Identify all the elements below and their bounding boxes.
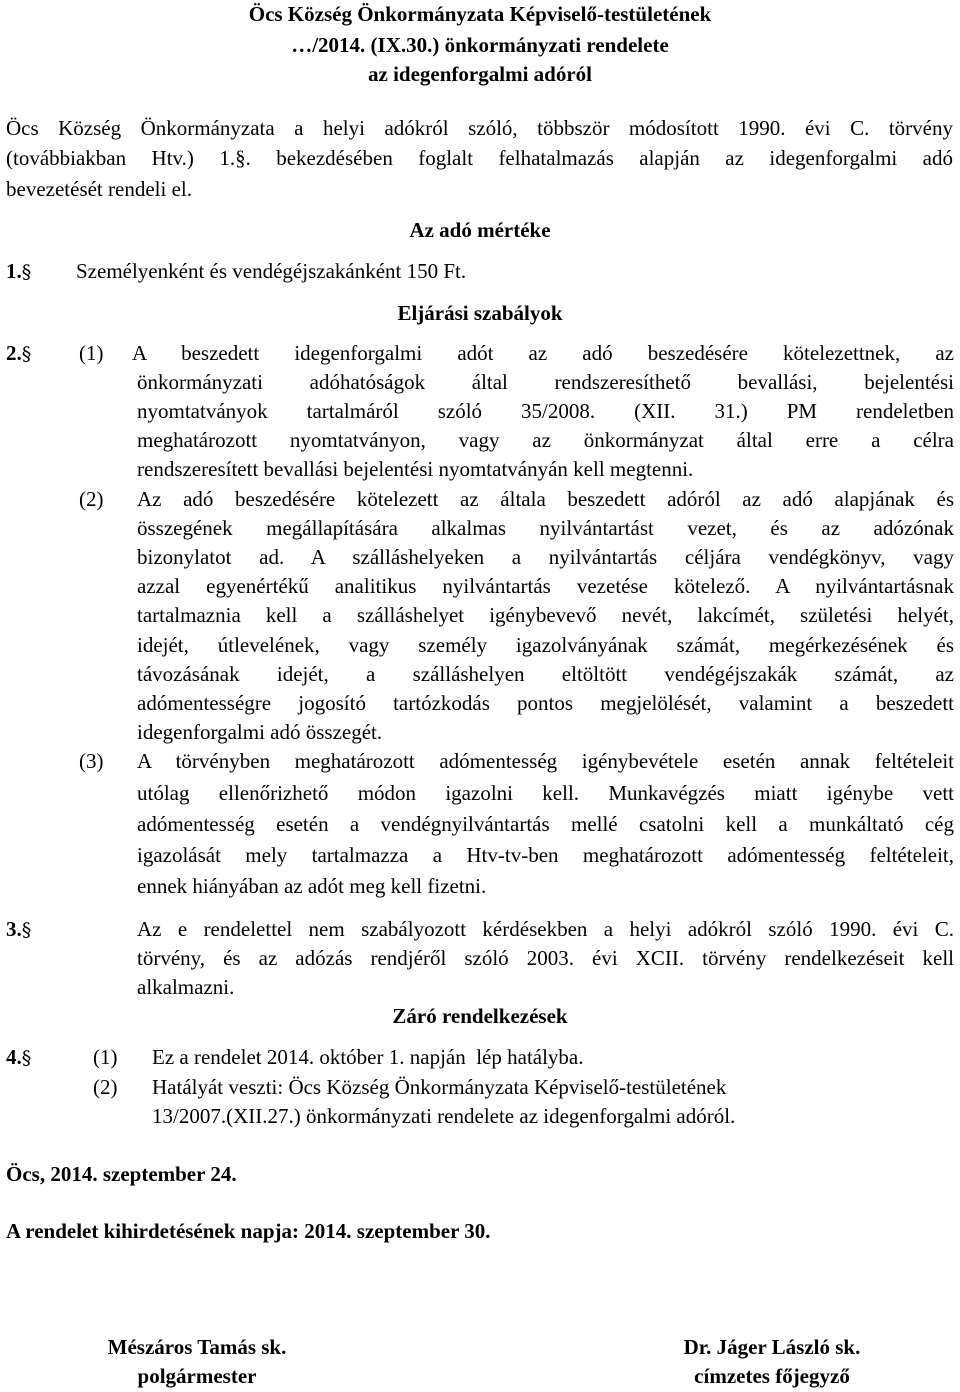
preamble-line-3: bevezetését rendeli el. — [6, 177, 192, 201]
paragraph-2-2-line: idegenforgalmi adó összegét. — [137, 720, 383, 744]
paragraph-2-3-line: A törvényben meghatározott adómentesség igénybevétele esetén annak feltételeit — [137, 749, 954, 773]
paragraph-2-3-line: ennek hiányában az adót meg kell fizetni. — [137, 874, 487, 898]
preamble-line-2: (továbbiakban Htv.) 1.§. bekezdésében foglalt felhatalmazás alapján az idegenforgalmi adó — [6, 146, 953, 170]
paragraph-4-2-label: (2) — [93, 1075, 118, 1099]
signer-1-title: polgármester — [137, 1364, 257, 1388]
paragraph-2-2-line: Az adó beszedésére kötelezett az általa beszedett adóról az adó alapjának és — [137, 487, 954, 511]
section-2-number — [6, 341, 31, 366]
promulgation-date: A rendelet kihirdetésének napja: 2014. szeptember 30. — [6, 1219, 491, 1243]
paragraph-4-1-text: Ez a rendelet 2014. október 1. napján lép hatályba. — [152, 1045, 584, 1069]
paragraph-2-2-line: tartalmaznia kell a szálláshelyet igénybevevő nevét, lakcímét, születési helyét, — [137, 603, 954, 627]
section-sign-icon: § — [21, 261, 32, 283]
section-3-line: alkalmazni. — [137, 975, 235, 999]
paragraph-4-2-line: Hatályát veszti: Öcs Község Önkormányzata Képviselő-testületének — [152, 1075, 727, 1099]
paragraph-2-1-line: A beszedett idegenforgalmi adót az adó beszedésére kötelezettnek, az — [132, 341, 954, 365]
title-line-2: …/2014. (IX.30.) önkormányzati rendelete — [291, 33, 669, 57]
paragraph-2-2-line: adómentességre jogosító tartózkodás pontos megjelölését, valamint a beszedett — [137, 691, 954, 715]
section-sign-icon: § — [21, 919, 32, 941]
paragraph-4-2-line: 13/2007.(XII.27.) önkormányzati rendelete az idegenforgalmi adóról. — [152, 1104, 736, 1128]
signer-1-name: Mészáros Tamás sk. — [107, 1335, 287, 1359]
paragraph-2-1-label: (1) — [79, 341, 104, 365]
section-3-line: törvény, és az adózás rendjéről szóló 2003. évi XCII. törvény rendelkezéseit kell — [137, 946, 954, 970]
section-sign-icon: § — [21, 1047, 32, 1069]
signer-2-name: Dr. Jáger László sk. — [683, 1335, 861, 1359]
place-date: Öcs, 2014. szeptember 24. — [6, 1162, 237, 1186]
section-number: 4. — [6, 1045, 22, 1069]
paragraph-2-3-label: (3) — [79, 749, 104, 773]
section-number: 1. — [6, 259, 22, 283]
section-number: 2. — [6, 341, 22, 365]
paragraph-2-1-line: nyomtatványok tartalmáról szóló 35/2008. (XII. 31.) PM rendeletben — [137, 399, 954, 423]
signer-2-title: címzetes főjegyző — [694, 1364, 850, 1388]
title-line-1: Öcs Község Önkormányzata Képviselő-testületének — [248, 2, 712, 26]
heading-eljarasi-szabalyok: Eljárási szabályok — [397, 301, 563, 325]
section-3-number — [6, 917, 31, 942]
paragraph-2-2-label: (2) — [79, 487, 104, 511]
paragraph-2-2-line: távozásának idejét, a szálláshelyen eltöltött vendégéjszakák számát, az — [137, 662, 954, 686]
heading-zaro-rendelkezesek: Záró rendelkezések — [392, 1004, 568, 1028]
paragraph-2-2-line: összegének megállapítására alkalmas nyilvántartást vezet, és az adózónak — [137, 516, 954, 540]
section-4-number — [6, 1045, 31, 1070]
paragraph-2-3-line: igazolását mely tartalmazza a Htv-tv-ben meghatározott adómentesség feltételeit, — [137, 843, 954, 867]
heading-ado-merteke: Az adó mértéke — [409, 218, 551, 242]
section-3-line: Az e rendelettel nem szabályozott kérdésekben a helyi adókról szóló 1990. évi C. — [137, 917, 954, 941]
section-1-number — [6, 259, 31, 284]
paragraph-2-1-line: önkormányzati adóhatóságok által rendszeresíthető bevallási, bejelentési — [137, 370, 954, 394]
paragraph-2-1-line: rendszeresített bevallási bejelentési nyomtatványán kell megtenni. — [137, 457, 694, 481]
paragraph-2-2-line: idejét, útlevelének, vagy személy igazolványának számát, megérkezésének és — [137, 633, 954, 657]
title-line-3: az idegenforgalmi adóról — [368, 62, 592, 86]
section-1-text: Személyenként és vendégéjszakánként 150 Ft. — [76, 259, 467, 283]
section-number: 3. — [6, 917, 22, 941]
paragraph-2-2-line: azzal egyenértékű analitikus nyilvántartás vezetése kötelező. A nyilvántartásnak — [137, 574, 954, 598]
section-sign-icon: § — [21, 343, 32, 365]
paragraph-4-1-label: (1) — [93, 1045, 118, 1069]
paragraph-2-3-line: adómentesség esetén a vendégnyilvántartás mellé csatolni kell a munkáltató cég — [137, 812, 954, 836]
preamble-line-1: Öcs Község Önkormányzata a helyi adókról szóló, többször módosított 1990. évi C. törvény — [6, 116, 953, 140]
paragraph-2-2-line: bizonylatot ad. A szálláshelyeken a nyilvántartás céljára vendégkönyv, vagy — [137, 545, 954, 569]
paragraph-2-3-line: utólag ellenőrizhető módon igazolni kell. Munkavégzés miatt igénybe vett — [137, 781, 954, 805]
paragraph-2-1-line: meghatározott nyomtatványon, vagy az önkormányzat által erre a célra — [137, 428, 954, 452]
